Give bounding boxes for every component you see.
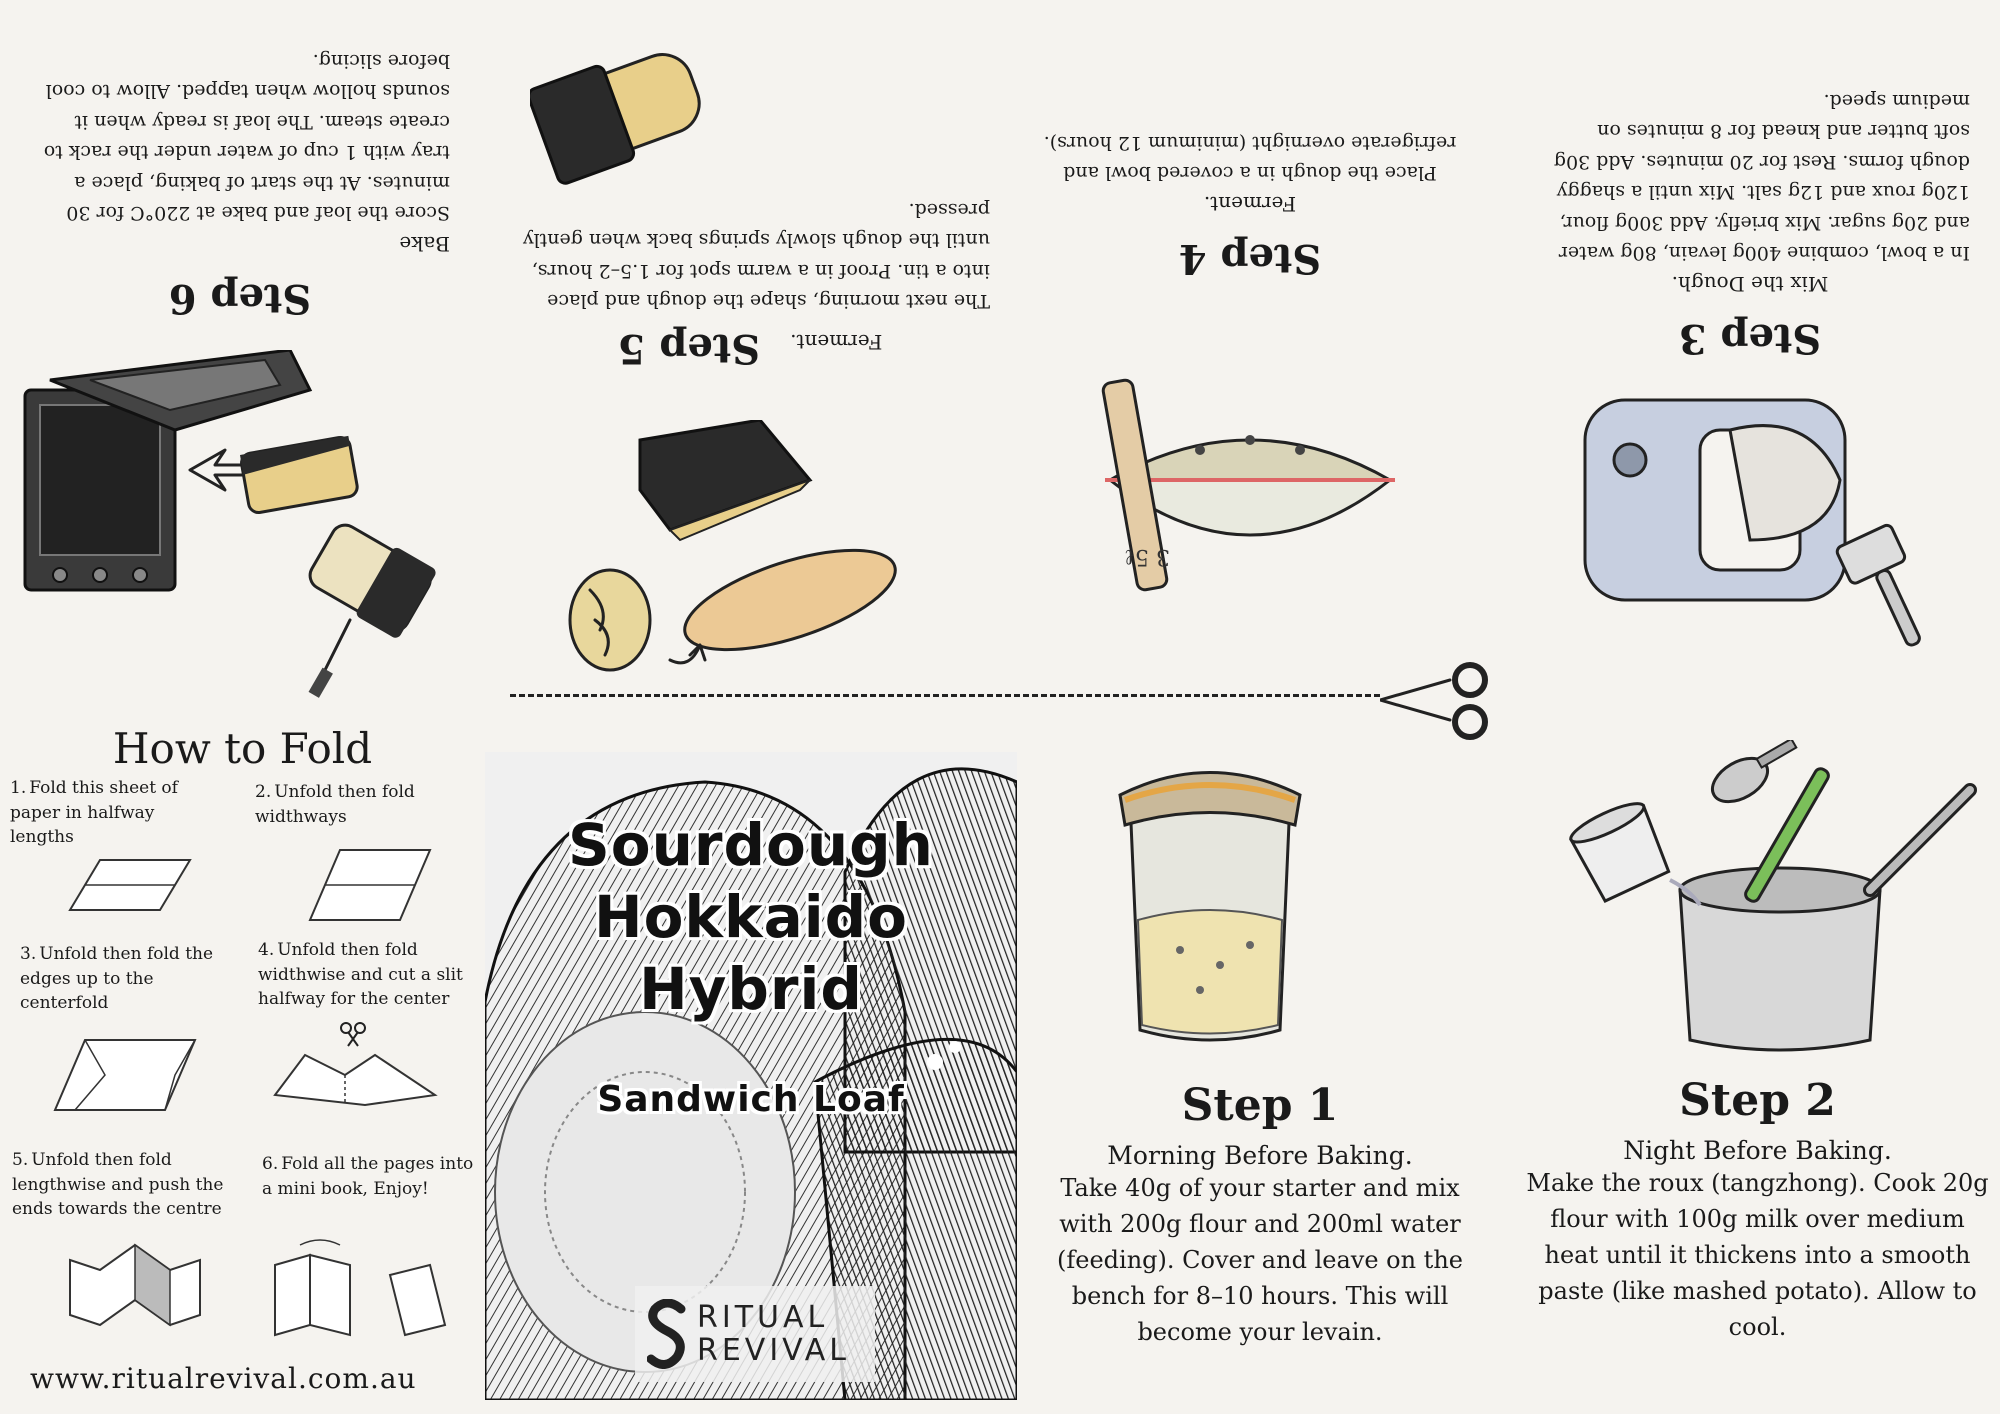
logo-s-icon (647, 1299, 687, 1369)
fold-diagram-5 (60, 1240, 210, 1330)
scissors-icon (1380, 660, 1500, 740)
shaping-illustration (560, 420, 920, 690)
fold-step-4-num: 4. (258, 940, 275, 960)
step3-title: Step 3 (1678, 315, 1822, 362)
fold-diagram-1 (60, 850, 200, 930)
step6-body: Score the loaf and bake at 220°C for 30 minutes. At the start of baking, place a tray with 1 cup of water under the rack to create steam. The loaf is ready when it sounds hollow when tapped. Allow to cool before slicing. (43, 50, 450, 224)
step6-subtitle: Bake (399, 232, 450, 256)
fold-step-3-text: Unfold then fold the edges up to the centerfold (20, 944, 214, 1014)
fold-step-4 (258, 938, 473, 1012)
step3-subtitle: Mix the Dough. (1671, 272, 1829, 296)
fold-step-6-text: Fold all the pages into a mini book, Enjoy! (262, 1154, 474, 1199)
fold-step-3 (20, 942, 235, 1016)
oven-note: 3 5ℓ (1124, 544, 1170, 569)
fold-step-1-num: 1. (10, 778, 27, 798)
fold-diagram-6 (270, 1235, 450, 1345)
step4-subtitle: Ferment. (1203, 192, 1297, 216)
step6-title: Step 6 (168, 275, 312, 322)
fold-step-5 (12, 1148, 252, 1222)
cut-line (510, 694, 1380, 697)
fold-step-2-text: Unfold then fold widthways (255, 782, 415, 827)
step1-text-block (1030, 1080, 1490, 1350)
logo-line-1: RITUAL (697, 1300, 829, 1335)
step2-body: Make the roux (tangzhong). Cook 20g flour with 100g milk over medium heat until it thickens into a smooth paste (like mashed potato). Allow to cool. (1526, 1169, 1989, 1341)
cover-title-line-3: Hybrid (639, 955, 863, 1023)
scissors-small-icon (338, 1020, 368, 1050)
fold-diagram-2 (300, 840, 440, 940)
fold-step-6 (262, 1152, 487, 1201)
how-to-fold-title: How to Fold (112, 724, 373, 773)
loaf-tin-illustration (530, 10, 710, 190)
fold-step-6-num: 6. (262, 1154, 279, 1174)
ritual-revival-logo (635, 1286, 875, 1382)
fold-step-2 (255, 780, 465, 829)
fold-step-3-num: 3. (20, 944, 37, 964)
step4-body: Place the dough in a covered bowl and refrigerate overnight (minimum 12 hours). (1043, 131, 1457, 184)
fold-step-5-num: 5. (12, 1150, 29, 1170)
fold-step-2-num: 2. (255, 782, 272, 802)
step2-subtitle: Night Before Baking. (1623, 1136, 1892, 1165)
step2-title: Step 2 (1679, 1075, 1836, 1126)
how-to-fold-panel (0, 720, 485, 1414)
stand-mixer-illustration (1580, 390, 1980, 690)
cover-subtitle: Sandwich Loaf (597, 1079, 905, 1120)
step4-text-block (1040, 40, 1460, 290)
website-url[interactable]: www.ritualrevival.com.au (30, 1362, 417, 1395)
saucepan-illustration (1560, 740, 1980, 1060)
step1-subtitle: Morning Before Baking. (1107, 1141, 1413, 1170)
step3-body: In a bowl, combine 400g levain, 80g water and 20g sugar. Mix briefly. Add 300g flour, 120g roux and 12g salt. Mix until a shaggy dough forms. Rest for 20 minutes. Add 30g soft butter and knead for 8 minutes on medium speed. (1553, 90, 1970, 264)
step4-title: Step 4 (1178, 235, 1322, 282)
fold-step-1-text: Fold this sheet of paper in halfway lengths (10, 778, 178, 848)
step5-body: The next morning, shape the dough and place into a tin. Proof in a warm spot for 1.5–2 hours, until the dough slowly springs back when gently pressed. (522, 198, 990, 312)
step5-title: Step 5 (617, 325, 761, 372)
cover-title-line-2: Hokkaido (594, 883, 908, 951)
oven-illustration (20, 350, 460, 700)
cover-title-line-1: Sourdough (568, 811, 934, 879)
step1-body: Take 40g of your starter and mix with 200g flour and 200ml water (feeding). Cover and leave on the bench for 8–10 hours. This will become your levain. (1057, 1174, 1463, 1346)
starter-jar-illustration (1100, 750, 1320, 1060)
cover-panel (485, 752, 1017, 1400)
cover-title-block (485, 811, 1017, 1023)
step6-text-block (20, 0, 460, 330)
step5-subtitle: Ferment. (790, 330, 883, 354)
fold-step-5-text: Unfold then fold lengthwise and push the ends towards the centre (12, 1150, 224, 1220)
step3-text-block (1520, 0, 1980, 370)
fold-step-4-text: Unfold then fold widthwise and cut a slit halfway for the center (258, 940, 463, 1010)
logo-line-2: REVIVAL (697, 1333, 851, 1368)
step1-title: Step 1 (1181, 1080, 1339, 1131)
fold-diagram-3 (45, 1030, 205, 1120)
bowl-proof-illustration (1050, 370, 1450, 630)
fold-step-1 (10, 776, 210, 850)
step2-text-block (1520, 1075, 1995, 1345)
